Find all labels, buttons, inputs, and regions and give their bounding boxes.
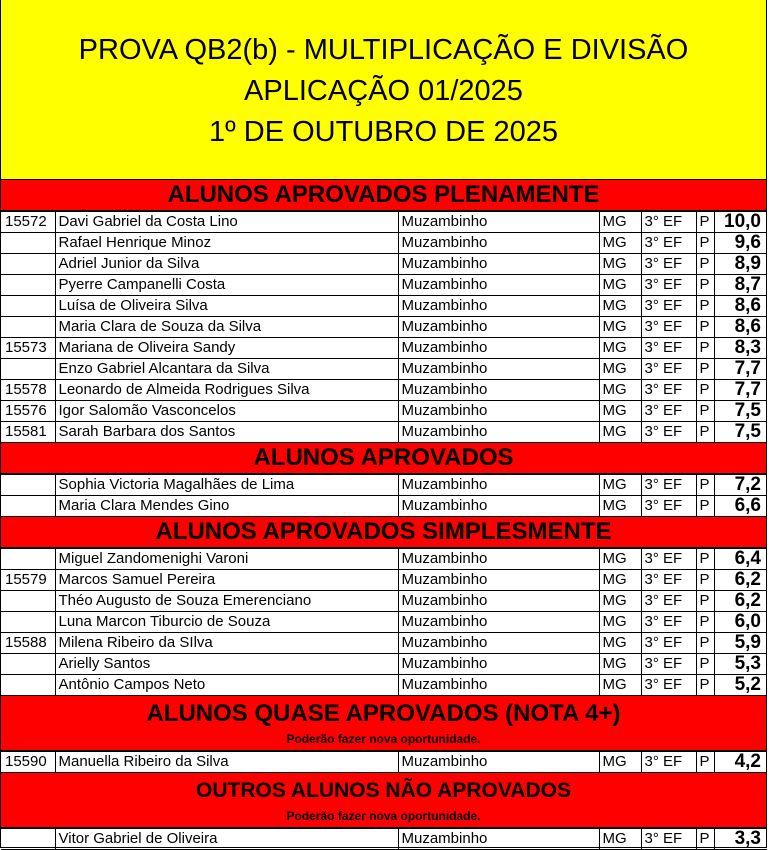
student-type: P	[696, 212, 714, 233]
student-name: Davi Gabriel da Costa Lino	[55, 212, 398, 233]
student-grade-level: 3° EF	[641, 654, 696, 675]
student-grade-level: 3° EF	[641, 212, 696, 233]
student-grade-level: 3° EF	[641, 359, 696, 380]
header	[1, 0, 766, 180]
student-state: MG	[599, 338, 641, 359]
student-state: MG	[599, 612, 641, 633]
section-band-almost-approved	[1, 696, 766, 751]
student-type: P	[696, 633, 714, 654]
student-type: P	[696, 422, 714, 443]
student-score: 6,2	[714, 570, 767, 591]
student-type: P	[696, 549, 714, 570]
student-grade-level: 3° EF	[641, 254, 696, 275]
student-name: Igor Salomão Vasconcelos	[55, 401, 398, 422]
student-city: Muzambinho	[398, 317, 599, 338]
student-row	[1, 380, 767, 401]
student-grade-level: 3° EF	[641, 422, 696, 443]
student-row	[1, 422, 767, 443]
student-code	[1, 654, 55, 675]
student-state: MG	[599, 359, 641, 380]
student-state: MG	[599, 254, 641, 275]
student-score: 10,0	[714, 212, 767, 233]
student-name: Théo Augusto de Souza Emerenciano	[55, 591, 398, 612]
student-state: MG	[599, 752, 641, 773]
student-code	[1, 496, 55, 517]
student-name: Luísa de Oliveira Silva	[55, 296, 398, 317]
student-code	[1, 675, 55, 696]
student-row	[1, 359, 767, 380]
student-city: Muzambinho	[398, 380, 599, 401]
student-score: 7,2	[714, 475, 767, 496]
student-city: Muzambinho	[398, 829, 599, 850]
student-city: Muzambinho	[398, 233, 599, 254]
student-state: MG	[599, 296, 641, 317]
student-type: P	[696, 496, 714, 517]
student-table	[1, 474, 767, 517]
student-row	[1, 752, 767, 773]
section-band-approved-simply	[1, 517, 766, 548]
student-name: Maria Clara de Souza da Silva	[55, 317, 398, 338]
student-grade-level: 3° EF	[641, 752, 696, 773]
student-city: Muzambinho	[398, 549, 599, 570]
student-grade-level: 3° EF	[641, 570, 696, 591]
student-score: 5,3	[714, 654, 767, 675]
student-code	[1, 275, 55, 296]
student-type: P	[696, 570, 714, 591]
student-grade-level: 3° EF	[641, 496, 696, 517]
student-grade-level: 3° EF	[641, 296, 696, 317]
student-grade-level: 3° EF	[641, 401, 696, 422]
student-state: MG	[599, 591, 641, 612]
student-type: P	[696, 654, 714, 675]
student-name: Marcos Samuel Pereira	[55, 570, 398, 591]
student-state: MG	[599, 570, 641, 591]
student-state: MG	[599, 496, 641, 517]
student-state: MG	[599, 422, 641, 443]
student-table	[1, 211, 767, 443]
student-type: P	[696, 591, 714, 612]
student-row	[1, 829, 767, 850]
student-code	[1, 829, 55, 850]
student-city: Muzambinho	[398, 496, 599, 517]
student-row	[1, 570, 767, 591]
student-code: 15576	[1, 401, 55, 422]
student-code	[1, 296, 55, 317]
student-name: Pyerre Campanelli Costa	[55, 275, 398, 296]
student-name: Sophia Victoria Magalhães de Lima	[55, 475, 398, 496]
student-grade-level: 3° EF	[641, 612, 696, 633]
student-type: P	[696, 675, 714, 696]
student-state: MG	[599, 380, 641, 401]
student-grade-level: 3° EF	[641, 475, 696, 496]
section-subtitle: Poderão fazer nova oportunidade.	[286, 809, 481, 823]
student-row	[1, 675, 767, 696]
student-row	[1, 612, 767, 633]
student-row	[1, 338, 767, 359]
student-type: P	[696, 752, 714, 773]
exam-title: PROVA QB2(b) - MULTIPLICAÇÃO E DIVISÃO	[78, 34, 689, 66]
student-score: 8,6	[714, 317, 767, 338]
student-grade-level: 3° EF	[641, 633, 696, 654]
student-grade-level: 3° EF	[641, 317, 696, 338]
section-band-approved-fully	[1, 180, 766, 211]
student-score: 5,2	[714, 675, 767, 696]
student-score: 8,7	[714, 275, 767, 296]
student-code	[1, 317, 55, 338]
section-title: OUTROS ALUNOS NÃO APROVADOS	[196, 779, 571, 802]
student-state: MG	[599, 233, 641, 254]
section-subtitle: Poderão fazer nova oportunidade.	[286, 732, 481, 746]
student-code	[1, 359, 55, 380]
student-grade-level: 3° EF	[641, 549, 696, 570]
student-row	[1, 496, 767, 517]
student-grade-level: 3° EF	[641, 338, 696, 359]
student-type: P	[696, 317, 714, 338]
student-city: Muzambinho	[398, 338, 599, 359]
section-band-not-approved	[1, 773, 766, 828]
student-score: 6,4	[714, 549, 767, 570]
student-row	[1, 591, 767, 612]
student-name: Rafael Henrique Minoz	[55, 233, 398, 254]
student-type: P	[696, 338, 714, 359]
student-code	[1, 591, 55, 612]
student-table	[1, 751, 767, 773]
student-state: MG	[599, 675, 641, 696]
student-name: Milena Ribeiro da SIlva	[55, 633, 398, 654]
student-city: Muzambinho	[398, 254, 599, 275]
student-name: Adriel Junior da Silva	[55, 254, 398, 275]
section-title: ALUNOS APROVADOS SIMPLESMENTE	[155, 518, 612, 545]
application-label: APLICAÇÃO 01/2025	[244, 75, 523, 107]
student-row	[1, 633, 767, 654]
student-type: P	[696, 233, 714, 254]
section-title: ALUNOS APROVADOS PLENAMENTE	[167, 181, 600, 208]
student-code: 15572	[1, 212, 55, 233]
student-score: 6,0	[714, 612, 767, 633]
student-code	[1, 612, 55, 633]
student-row	[1, 317, 767, 338]
exam-date: 1º DE OUTUBRO DE 2025	[208, 116, 559, 148]
student-state: MG	[599, 275, 641, 296]
student-grade-level: 3° EF	[641, 233, 696, 254]
student-code	[1, 254, 55, 275]
student-row	[1, 549, 767, 570]
student-score: 8,3	[714, 338, 767, 359]
student-type: P	[696, 275, 714, 296]
student-code: 15578	[1, 380, 55, 401]
student-score: 8,6	[714, 296, 767, 317]
student-type: P	[696, 296, 714, 317]
student-state: MG	[599, 633, 641, 654]
student-row	[1, 212, 767, 233]
student-city: Muzambinho	[398, 633, 599, 654]
student-city: Muzambinho	[398, 752, 599, 773]
student-table	[1, 548, 767, 696]
student-type: P	[696, 612, 714, 633]
student-state: MG	[599, 549, 641, 570]
student-state: MG	[599, 829, 641, 850]
student-score: 6,6	[714, 496, 767, 517]
student-code	[1, 233, 55, 254]
student-grade-level: 3° EF	[641, 675, 696, 696]
student-type: P	[696, 380, 714, 401]
student-row	[1, 233, 767, 254]
student-name: Antônio Campos Neto	[55, 675, 398, 696]
student-city: Muzambinho	[398, 296, 599, 317]
student-grade-level: 3° EF	[641, 829, 696, 850]
student-type: P	[696, 475, 714, 496]
student-name: Enzo Gabriel Alcantara da Silva	[55, 359, 398, 380]
student-state: MG	[599, 317, 641, 338]
student-score: 7,5	[714, 401, 767, 422]
student-name: Sarah Barbara dos Santos	[55, 422, 398, 443]
student-name: Mariana de Oliveira Sandy	[55, 338, 398, 359]
student-name: Maria Clara Mendes Gino	[55, 496, 398, 517]
student-code: 15588	[1, 633, 55, 654]
student-code: 15590	[1, 752, 55, 773]
student-state: MG	[599, 212, 641, 233]
student-grade-level: 3° EF	[641, 380, 696, 401]
student-city: Muzambinho	[398, 612, 599, 633]
student-row	[1, 654, 767, 675]
student-score: 3,3	[714, 829, 767, 850]
results-sections	[1, 180, 766, 850]
student-state: MG	[599, 654, 641, 675]
section-title: ALUNOS APROVADOS	[253, 444, 514, 471]
student-city: Muzambinho	[398, 275, 599, 296]
student-city: Muzambinho	[398, 654, 599, 675]
student-type: P	[696, 829, 714, 850]
student-score: 9,6	[714, 233, 767, 254]
student-state: MG	[599, 475, 641, 496]
student-state: MG	[599, 401, 641, 422]
student-city: Muzambinho	[398, 570, 599, 591]
student-name: Miguel Zandomenighi Varoni	[55, 549, 398, 570]
student-city: Muzambinho	[398, 401, 599, 422]
student-grade-level: 3° EF	[641, 591, 696, 612]
student-code: 15573	[1, 338, 55, 359]
student-score: 7,5	[714, 422, 767, 443]
student-type: P	[696, 254, 714, 275]
student-grade-level: 3° EF	[641, 275, 696, 296]
student-type: P	[696, 401, 714, 422]
student-type: P	[696, 359, 714, 380]
student-code: 15581	[1, 422, 55, 443]
student-code	[1, 549, 55, 570]
student-name: Arielly Santos	[55, 654, 398, 675]
student-table	[1, 828, 767, 850]
section-band-approved	[1, 443, 766, 474]
student-row	[1, 275, 767, 296]
student-score: 6,2	[714, 591, 767, 612]
student-score: 7,7	[714, 359, 767, 380]
student-score: 5,9	[714, 633, 767, 654]
student-row	[1, 475, 767, 496]
student-name: Vitor Gabriel de Oliveira	[55, 829, 398, 850]
student-code	[1, 475, 55, 496]
student-code: 15579	[1, 570, 55, 591]
student-city: Muzambinho	[398, 475, 599, 496]
student-city: Muzambinho	[398, 212, 599, 233]
student-name: Leonardo de Almeida Rodrigues Silva	[55, 380, 398, 401]
student-score: 7,7	[714, 380, 767, 401]
section-title: ALUNOS QUASE APROVADOS (NOTA 4+)	[146, 700, 621, 727]
student-row	[1, 296, 767, 317]
student-city: Muzambinho	[398, 359, 599, 380]
student-name: Manuella Ribeiro da Silva	[55, 752, 398, 773]
student-score: 8,9	[714, 254, 767, 275]
student-row	[1, 401, 767, 422]
student-city: Muzambinho	[398, 675, 599, 696]
student-row	[1, 254, 767, 275]
student-name: Luna Marcon Tiburcio de Souza	[55, 612, 398, 633]
student-score: 4,2	[714, 752, 767, 773]
student-city: Muzambinho	[398, 422, 599, 443]
student-city: Muzambinho	[398, 591, 599, 612]
